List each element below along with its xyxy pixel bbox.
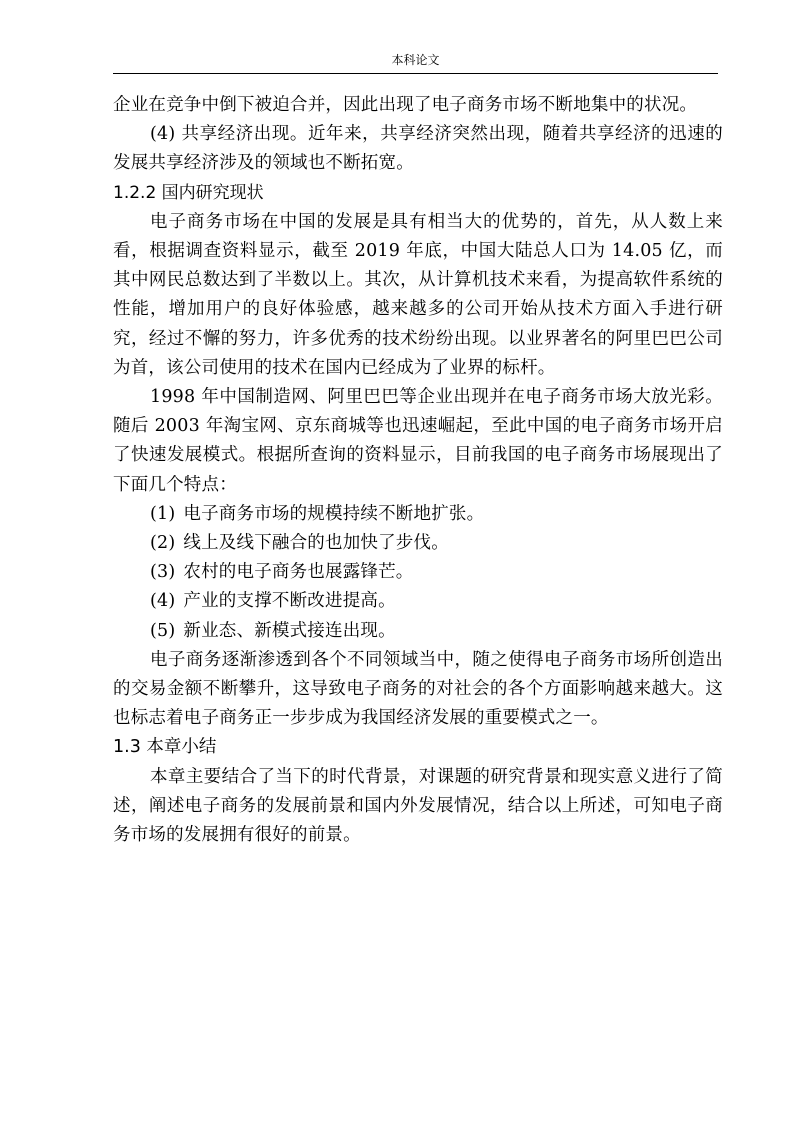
section-heading-1-2-2: 1.2.2 国内研究现状 <box>113 182 264 203</box>
list-item-text: 农村的电子商务也展露锋芒。 <box>183 562 414 583</box>
paragraph-impact: 电子商务逐渐渗透到各个不同领域当中，随之使得电子商务市场所创造出的交易金额不断攀升，这导致电子商务的对社会的各个方面影响越来越大。这也标志着电子商务正一步步成为我国经济发展的重要模式之一。 <box>113 649 723 729</box>
list-item-text: 新业态、新模式接连出现。 <box>183 620 396 641</box>
list-item-number: (2) <box>150 533 176 554</box>
paragraph-summary: 本章主要结合了当下的时代背景，对课题的研究背景和现实意义进行了简述，阐述电子商务的发展前景和国内外发展情况，结合以上所述，可知电子商务市场的发展拥有很好的前景。 <box>113 766 723 846</box>
list-item <box>113 558 723 587</box>
header-rule <box>113 73 718 74</box>
list-item-text: 电子商务市场的规模持续不断地扩张。 <box>183 503 485 524</box>
list-item-number: (4) <box>150 591 176 612</box>
list-item <box>113 587 723 616</box>
list-item-text: 线上及线下融合的也加快了步伐。 <box>183 533 449 554</box>
section-heading-1-3: 1.3 本章小结 <box>113 737 217 758</box>
list-item-number: (3) <box>150 562 176 583</box>
paragraph-domestic-advantages: 电子商务市场在中国的发展是具有相当大的优势的，首先，从人数上来看，根据调查资料显示，截至 2019 年底，中国大陆总人口为 14.05 亿，而其中网民总数达到了半数以上。其次，从计算机技术来看，为提高软件系统的性能，增加用户的良好体验感，越来越多的公司开始从技术方面入手进行研究，经过不懈的努力，许多优秀的技术纷纷出现。以业界著名的阿里巴巴公司为首，该公司使用的技术在国内已经成为了业界的标杆。 <box>113 211 723 378</box>
list-item <box>113 500 723 529</box>
paragraph-history: 1998 年中国制造网、阿里巴巴等企业出现并在电子商务市场大放光彩。随后 2003 年淘宝网、京东商城等也迅速崛起，至此中国的电子商务市场开启了快速发展模式。根据所查询的资料显示，目前我国的电子商务市场展现出了下面几个特点： <box>113 387 723 495</box>
page-header: 本科论文 <box>391 53 440 67</box>
paragraph-continued: 企业在竞争中倒下被迫合并，因此出现了电子商务市场不断地集中的状况。 <box>113 95 698 115</box>
list-item-text: 产业的支撑不断改进提高。 <box>183 591 396 612</box>
paragraph-shared-economy: (4) 共享经济出现。近年来，共享经济突然出现，随着共享经济的迅速的发展共享经济涉及的领域也不断拓宽。 <box>113 124 723 174</box>
list-item <box>113 617 723 646</box>
list-item-number: (5) <box>150 620 176 641</box>
list-item-number: (1) <box>150 503 176 524</box>
document-body <box>113 91 723 850</box>
list-item <box>113 529 723 558</box>
